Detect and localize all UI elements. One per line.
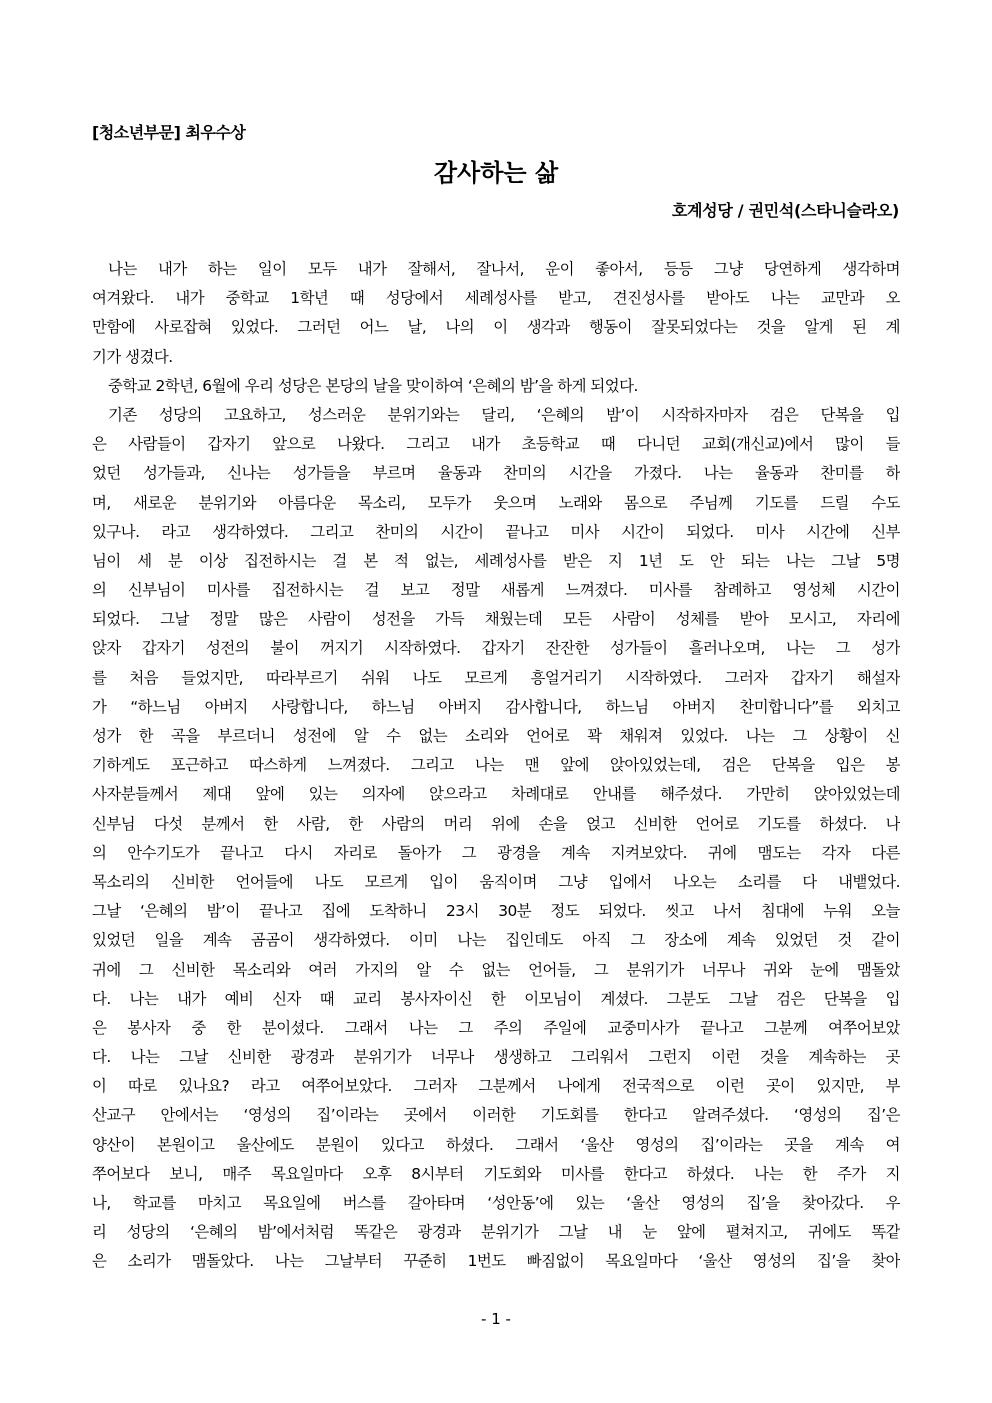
text-line: 리 성당의 ‘은혜의 밤’에서처럼 똑같은 광경과 분위기가 그날 내 눈 앞에 펼쳐지고, 귀에도 똑같: [92, 1223, 900, 1242]
text-line: 나, 학교를 마치고 목요일에 버스를 갈아타며 ‘성안동’에 있는 ‘울산 영성의 집’을 찾아갔다. 우: [92, 1194, 900, 1212]
text-line: 기가 생겼다.: [92, 347, 173, 366]
text-line: 의 안수기도가 끝나고 다시 자리로 돌아가 그 광경을 계속 지켜보았다. 귀에 맴도는 각자 다른: [92, 843, 900, 862]
body-text: [92, 255, 900, 1277]
text-line: 신부님 다섯 분께서 한 사람, 한 사람의 머리 위에 손을 얹고 신비한 언어로 기도를 하셨다. 나: [92, 814, 900, 833]
text-line: 며, 새로운 분위기와 아름다운 목소리, 모두가 웃으며 노래와 몸으로 주님께 기도를 드릴 수도: [92, 493, 900, 512]
award-category: [청소년부문] 최우수상: [92, 123, 246, 142]
document-title: 감사하는 삶: [433, 159, 559, 187]
text-line: 양산이 본원이고 울산에도 분원이 있다고 하셨다. 그래서 ‘울산 영성의 집’이라는 곳을 계속 여: [92, 1135, 900, 1154]
text-line: 있구나. 라고 생각하였다. 그리고 찬미의 시간이 끝나고 미사 시간이 되었다. 미사 시간에 신부: [92, 522, 900, 541]
text-line: 그날 ‘은혜의 밤’이 끝나고 집에 도착하니 23시 30분 정도 되었다. 씻고 나서 침대에 누워 오늘: [92, 902, 900, 921]
text-line: 은 사람들이 갑자기 앞으로 나왔다. 그리고 내가 초등학교 때 다니던 교회(개신교)에서 많이 들: [92, 435, 900, 454]
text-line: 의 신부님이 미사를 집전하시는 걸 보고 정말 새롭게 느껴졌다. 미사를 참례하고 영성체 시간이: [92, 581, 900, 600]
text-line: 중학교 2학년, 6월에 우리 성당은 본당의 날을 맞이하여 ‘은혜의 밤’을 하게 되었다.: [108, 376, 638, 395]
text-line: 만함에 사로잡혀 있었다. 그러던 어느 날, 나의 이 생각과 행동이 잘못되었다는 것을 알게 된 계: [92, 318, 900, 337]
text-line: 다. 나는 그날 신비한 광경과 분위기가 너무나 생생하고 그리워서 그런지 이런 것을 계속하는 곳: [92, 1048, 900, 1067]
text-line: 은 봉사자 중 한 분이셨다. 그래서 나는 그 주의 주일에 교중미사가 끝나고 그분께 여쭈어보았: [92, 1018, 900, 1037]
text-line: 이 따로 있나요? 라고 여쭈어보았다. 그러자 그분께서 나에게 전국적으로 이런 곳이 있지만, 부: [92, 1077, 900, 1096]
text-line: 되었다. 그날 정말 많은 사람이 성전을 가득 채웠는데 모든 사람이 성체를 받아 모시고, 자리에: [92, 610, 900, 629]
text-line: 었던 성가들과, 신나는 성가들을 부르며 율동과 찬미의 시간을 가졌다. 나는 율동과 찬미를 하: [92, 464, 900, 483]
author-line: 호계성당 / 권민석(스타니슬라오): [671, 201, 899, 220]
text-line: 님이 세 분 이상 집전하시는 걸 본 적 없는, 세례성사를 받은 지 1년 도 안 되는 나는 그날 5명: [92, 551, 900, 570]
text-line: 산교구 안에서는 ‘영성의 집’이라는 곳에서 이러한 기도회를 한다고 알려주셨다. ‘영성의 집’은: [92, 1106, 900, 1125]
text-line: 기존 성당의 고요하고, 성스러운 분위기와는 달리, ‘은혜의 밤’이 시작하자마자 검은 단복을 입: [108, 405, 900, 424]
text-line: 를 처음 들었지만, 따라부르기 쉬워 나도 모르게 흥얼거리기 시작하였다. 그러자 갑자기 해설자: [92, 668, 900, 687]
text-line: 목소리의 신비한 언어들에 나도 모르게 입이 움직이며 그냥 입에서 나오는 소리를 다 내뱉었다.: [92, 872, 900, 891]
page-number: - 1 -: [481, 1310, 511, 1328]
text-line: 가 “하느님 아버지 사랑합니다, 하느님 아버지 감사합니다, 하느님 아버지 찬미합니다”를 외치고: [92, 697, 900, 716]
text-line: 귀에 그 신비한 목소리와 여러 가지의 알 수 없는 언어들, 그 분위기가 너무나 귀와 눈에 맴돌았: [92, 960, 900, 979]
text-line: 성가 한 곡을 부르더니 성전에 알 수 없는 소리와 언어로 꽉 채워져 있었다. 나는 그 상황이 신: [92, 727, 900, 745]
text-line: 있었던 일을 계속 곰곰이 생각하였다. 이미 나는 집인데도 아직 그 장소에 계속 있었던 것 같이: [92, 931, 900, 950]
text-line: 앉자 갑자기 성전의 불이 꺼지기 시작하였다. 갑자기 잔잔한 성가들이 흘러나오며, 나는 그 성가: [92, 639, 900, 658]
text-line: 은 소리가 맴돌았다. 나는 그날부터 꾸준히 1번도 빠짐없이 목요일마다 ‘울산 영성의 집’을 찾아: [92, 1252, 900, 1271]
text-line: 나는 내가 하는 일이 모두 내가 잘해서, 잘나서, 운이 좋아서, 등등 그냥 당연하게 생각하며: [108, 260, 900, 278]
text-line: 쭈어보다 보니, 매주 목요일마다 오후 8시부터 기도회와 미사를 한다고 하셨다. 나는 한 주가 지: [92, 1164, 900, 1183]
text-line: 기하게도 포근하고 따스하게 느껴졌다. 그리고 나는 맨 앞에 앉아있었는데, 검은 단복을 입은 봉: [92, 756, 900, 775]
text-line: 다. 나는 내가 예비 신자 때 교리 봉사자이신 한 이모님이 계셨다. 그분도 그날 검은 단복을 입: [92, 989, 900, 1008]
text-line: 여겨왔다. 내가 중학교 1학년 때 성당에서 세례성사를 받고, 견진성사를 받아도 나는 교만과 오: [92, 289, 900, 308]
text-line: 사자분들께서 제대 앞에 있는 의자에 앉으라고 차례대로 안내를 해주셨다. 가만히 앉아있었는데: [92, 785, 900, 804]
